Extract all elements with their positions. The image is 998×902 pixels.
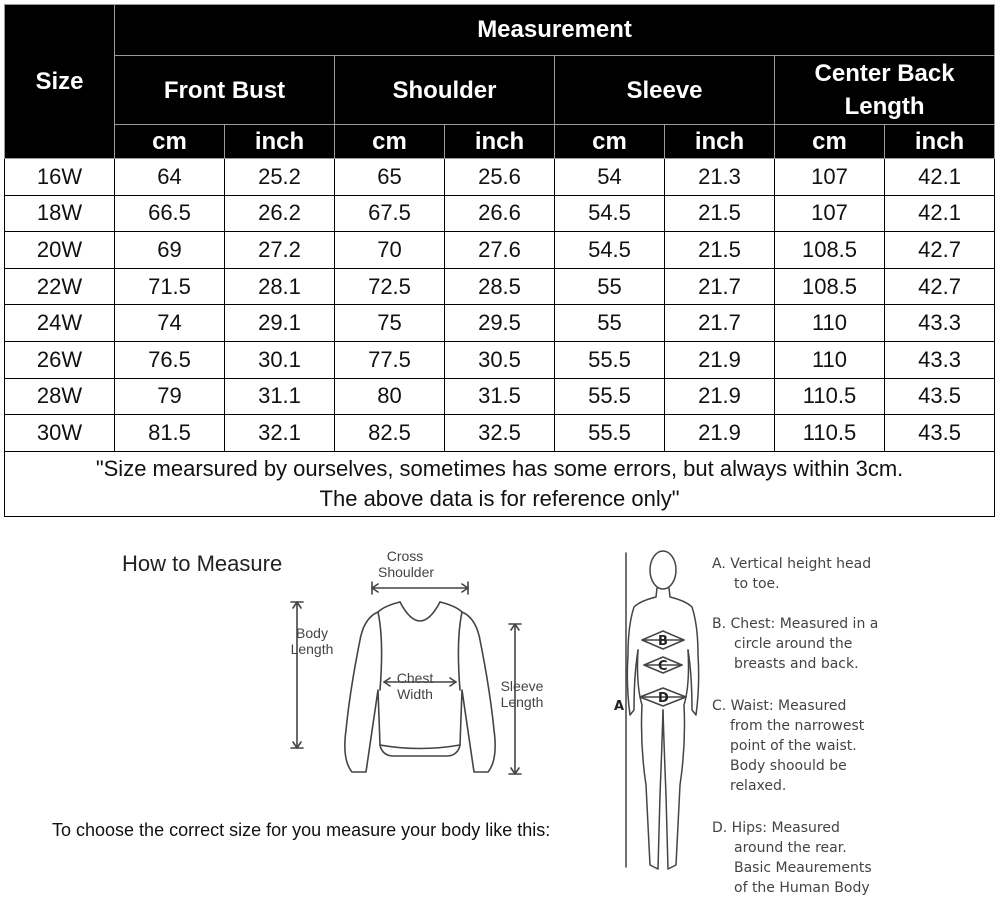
value-cell: 64: [115, 159, 225, 196]
unit-header: inch: [665, 125, 775, 159]
value-cell: 76.5: [115, 341, 225, 378]
value-cell: 71.5: [115, 268, 225, 305]
body-length-line1: Body: [296, 625, 328, 641]
value-cell: 107: [775, 195, 885, 232]
unit-header: cm: [115, 125, 225, 159]
value-cell: 32.5: [445, 415, 555, 452]
value-cell: 21.7: [665, 268, 775, 305]
value-cell: 54: [555, 159, 665, 196]
table-row: [5, 378, 995, 415]
value-cell: 108.5: [775, 232, 885, 269]
value-cell: 28.1: [225, 268, 335, 305]
value-cell: 74: [115, 305, 225, 342]
disclaimer-line2: The above data is for reference only": [319, 485, 680, 511]
cross-shoulder-line1: Cross: [386, 548, 424, 564]
value-cell: 110: [775, 305, 885, 342]
value-cell: 55.5: [555, 415, 665, 452]
value-cell: 55: [555, 268, 665, 305]
mark-a: A: [614, 699, 625, 714]
instruction-text: To choose the correct size for you measure your body like this:: [52, 820, 551, 840]
body-length-line2: Length: [290, 641, 334, 657]
body-figure-diagram: [600, 545, 710, 885]
center-back-length-header: [775, 56, 995, 125]
value-cell: 107: [775, 159, 885, 196]
sleeve-length-label: [494, 678, 550, 710]
value-cell: 110.5: [775, 378, 885, 415]
value-cell: 67.5: [335, 195, 445, 232]
value-cell: 79: [115, 378, 225, 415]
value-cell: 54.5: [555, 232, 665, 269]
value-cell: 21.5: [665, 195, 775, 232]
legend-d: [712, 818, 992, 898]
value-cell: 81.5: [115, 415, 225, 452]
center-back-line2: Length: [844, 93, 925, 120]
value-cell: 42.1: [885, 159, 995, 196]
size-cell: 20W: [5, 232, 115, 269]
value-cell: 82.5: [335, 415, 445, 452]
value-cell: 21.7: [665, 305, 775, 342]
table-row: [5, 195, 995, 232]
value-cell: 66.5: [115, 195, 225, 232]
value-cell: 21.5: [665, 232, 775, 269]
size-cell: 28W: [5, 378, 115, 415]
value-cell: 42.7: [885, 268, 995, 305]
value-cell: 21.3: [665, 159, 775, 196]
value-cell: 110.5: [775, 415, 885, 452]
table-row: [5, 159, 995, 196]
value-cell: 27.2: [225, 232, 335, 269]
chest-width-label: [390, 670, 440, 702]
value-cell: 43.5: [885, 415, 995, 452]
table-row: [5, 268, 995, 305]
value-cell: 25.2: [225, 159, 335, 196]
disclaimer-note: [5, 451, 995, 516]
value-cell: 42.7: [885, 232, 995, 269]
sleeve-length-line1: Sleeve: [500, 678, 544, 694]
legend-b-line3: breasts and back.: [734, 656, 859, 672]
value-cell: 21.9: [665, 341, 775, 378]
value-cell: 42.1: [885, 195, 995, 232]
value-cell: 28.5: [445, 268, 555, 305]
value-cell: 108.5: [775, 268, 885, 305]
value-cell: 43.3: [885, 305, 995, 342]
unit-header: inch: [445, 125, 555, 159]
legend-c-line5: relaxed.: [730, 778, 787, 794]
figure-head: [650, 551, 676, 589]
value-cell: 21.9: [665, 415, 775, 452]
legend-a: [712, 554, 992, 594]
table-row: [5, 415, 995, 452]
size-cell: 18W: [5, 195, 115, 232]
value-cell: 26.2: [225, 195, 335, 232]
value-cell: 43.5: [885, 378, 995, 415]
legend-b-line1: B. Chest: Measured in a: [712, 616, 879, 632]
size-chart-table: [4, 4, 995, 517]
value-cell: 80: [335, 378, 445, 415]
unit-row: [5, 125, 995, 159]
value-cell: 25.6: [445, 159, 555, 196]
unit-header: cm: [335, 125, 445, 159]
mark-c: C: [658, 659, 668, 674]
value-cell: 43.3: [885, 341, 995, 378]
size-cell: 26W: [5, 341, 115, 378]
mark-b: B: [658, 634, 668, 649]
measurement-header: Measurement: [115, 5, 995, 56]
center-back-line1: Center Back: [814, 60, 955, 87]
value-cell: 30.1: [225, 341, 335, 378]
body-length-label: [284, 625, 340, 657]
legend-d-line3: Basic Meaurements: [734, 860, 872, 876]
chest-width-line2: Width: [397, 686, 433, 702]
value-cell: 77.5: [335, 341, 445, 378]
size-header: Size: [5, 5, 115, 159]
value-cell: 55: [555, 305, 665, 342]
legend-a-line2: to toe.: [734, 576, 780, 592]
value-cell: 75: [335, 305, 445, 342]
legend-d-line4: of the Human Body: [734, 880, 870, 896]
size-table-body: [5, 159, 995, 452]
size-cell: 30W: [5, 415, 115, 452]
value-cell: 21.9: [665, 378, 775, 415]
value-cell: 69: [115, 232, 225, 269]
cross-shoulder-label: [378, 548, 435, 580]
legend-c-line2: from the narrowest: [730, 718, 865, 734]
unit-header: inch: [225, 125, 335, 159]
legend-b-line2: circle around the: [734, 636, 853, 652]
size-cell: 22W: [5, 268, 115, 305]
value-cell: 55.5: [555, 378, 665, 415]
chest-width-line1: Chest: [396, 670, 434, 686]
unit-header: cm: [775, 125, 885, 159]
legend-c-line4: Body shoould be: [730, 758, 847, 774]
mark-d: D: [658, 691, 669, 706]
value-cell: 32.1: [225, 415, 335, 452]
unit-header: inch: [885, 125, 995, 159]
legend-c-line1: C. Waist: Measured: [712, 698, 847, 714]
value-cell: 30.5: [445, 341, 555, 378]
value-cell: 110: [775, 341, 885, 378]
sleeve-header: Sleeve: [555, 56, 775, 125]
disclaimer-line1: "Size mearsured by ourselves, sometimes has some errors, but always within 3cm.: [95, 455, 904, 481]
value-cell: 29.5: [445, 305, 555, 342]
unit-header: cm: [555, 125, 665, 159]
front-bust-header: Front Bust: [115, 56, 335, 125]
legend-b: [712, 614, 992, 674]
garment-neckline: [400, 602, 440, 621]
legend-a-line1: A. Vertical height head: [712, 556, 872, 572]
legend-c: [712, 696, 992, 796]
table-row: [5, 341, 995, 378]
size-cell: 16W: [5, 159, 115, 196]
sleeve-length-line2: Length: [500, 694, 544, 710]
value-cell: 29.1: [225, 305, 335, 342]
legend-c-line3: point of the waist.: [730, 738, 857, 754]
table-row: [5, 305, 995, 342]
value-cell: 65: [335, 159, 445, 196]
cross-shoulder-line2: Shoulder: [378, 564, 435, 580]
table-row: [5, 232, 995, 269]
size-cell: 24W: [5, 305, 115, 342]
value-cell: 31.1: [225, 378, 335, 415]
shoulder-header: Shoulder: [335, 56, 555, 125]
value-cell: 54.5: [555, 195, 665, 232]
legend-d-line1: D. Hips: Measured: [712, 820, 840, 836]
value-cell: 72.5: [335, 268, 445, 305]
value-cell: 26.6: [445, 195, 555, 232]
value-cell: 31.5: [445, 378, 555, 415]
how-to-measure-title: How to Measure: [122, 551, 283, 576]
value-cell: 55.5: [555, 341, 665, 378]
legend-d-line2: around the rear.: [734, 840, 847, 856]
value-cell: 70: [335, 232, 445, 269]
value-cell: 27.6: [445, 232, 555, 269]
